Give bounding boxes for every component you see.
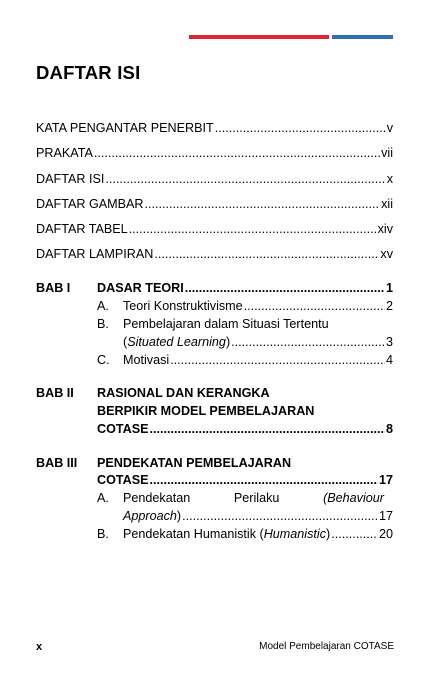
- sub-title: Pendekatan Humanistik (Humanistic): [123, 527, 331, 541]
- toc-page: 8: [385, 422, 393, 436]
- toc-page: 3: [385, 335, 393, 349]
- sub-title: Pembelajaran dalam Situasi Tertentu: [123, 317, 329, 331]
- toc-page: xiv: [377, 222, 393, 236]
- sub-entry: [123, 298, 393, 314]
- toc-label: DAFTAR TABEL: [36, 222, 128, 236]
- chapter-entry: [97, 421, 393, 437]
- sub-letter: B.: [97, 317, 109, 331]
- leader-dots: [105, 171, 385, 187]
- leader-dots: [154, 246, 379, 262]
- toc-page: v: [386, 121, 393, 135]
- leader-dots: [94, 145, 380, 161]
- sub-entry: [123, 526, 393, 542]
- toc-label: PRAKATA: [36, 146, 93, 160]
- leader-dots: [150, 421, 385, 437]
- toc-entry-front: [36, 221, 393, 237]
- leader-dots: [129, 221, 377, 237]
- sub-title-cont: (Situated Learning): [123, 335, 231, 349]
- toc-entry-front: [36, 246, 393, 262]
- chapter-title: PENDEKATAN PEMBELAJARAN: [97, 456, 292, 470]
- leader-dots: [170, 352, 385, 368]
- chapter-title: RASIONAL DAN KERANGKA: [97, 386, 270, 400]
- sub-entry: [123, 334, 393, 350]
- toc-page: 17: [378, 509, 393, 523]
- chapter-number: BAB I: [36, 281, 71, 295]
- sub-letter: A.: [97, 299, 109, 313]
- leader-dots: [150, 472, 378, 488]
- toc-entry-front: [36, 171, 393, 187]
- sub-letter: A.: [97, 491, 109, 505]
- sub-letter: C.: [97, 353, 110, 367]
- chapter-title: BERPIKIR MODEL PEMBELAJARAN: [97, 404, 315, 418]
- toc-page: 1: [385, 281, 393, 295]
- leader-dots: [182, 508, 378, 524]
- sub-title-justified: Pendekatan Perilaku (Behaviour: [123, 491, 384, 505]
- footer-page-number: x: [36, 641, 43, 653]
- chapter-entry: [97, 472, 393, 488]
- leader-dots: [244, 298, 385, 314]
- toc-page: xv: [380, 247, 393, 261]
- toc-page: vii: [381, 146, 393, 160]
- leader-dots: [331, 526, 378, 542]
- leader-dots: [215, 120, 386, 136]
- chapter-number: BAB II: [36, 386, 74, 400]
- decor-bar-red: [189, 35, 329, 39]
- sub-title-cont: Approach): [123, 509, 182, 523]
- sub-title: Teori Konstruktivisme: [123, 299, 243, 313]
- toc-entry-front: [36, 145, 393, 161]
- sub-entry: [123, 508, 393, 524]
- toc-label: KATA PENGANTAR PENERBIT: [36, 121, 214, 135]
- page-title: DAFTAR ISI: [36, 62, 141, 83]
- toc-label: DAFTAR LAMPIRAN: [36, 247, 154, 261]
- decor-bar-blue: [332, 35, 393, 39]
- sub-entry: [123, 352, 393, 368]
- chapter-entry: [97, 280, 393, 296]
- chapter-number: BAB III: [36, 456, 78, 470]
- toc-page: 4: [385, 353, 393, 367]
- leader-dots: [145, 196, 381, 212]
- leader-dots: [231, 334, 385, 350]
- toc-page: 17: [378, 473, 393, 487]
- chapter-title: COTASE: [97, 473, 149, 487]
- toc-page: 2: [385, 299, 393, 313]
- chapter-title: COTASE: [97, 422, 149, 436]
- toc-label: DAFTAR GAMBAR: [36, 197, 144, 211]
- toc-page: x: [386, 172, 393, 186]
- toc-entry-front: [36, 196, 393, 212]
- footer-book-title: Model Pembelajaran COTASE: [259, 641, 394, 652]
- sub-letter: B.: [97, 527, 109, 541]
- leader-dots: [185, 280, 385, 296]
- toc-label: DAFTAR ISI: [36, 172, 105, 186]
- toc-page: xii: [381, 197, 393, 211]
- chapter-title: DASAR TEORI: [97, 281, 184, 295]
- sub-title: Motivasi: [123, 353, 170, 367]
- toc-page: 20: [378, 527, 393, 541]
- toc-entry-front: [36, 120, 393, 136]
